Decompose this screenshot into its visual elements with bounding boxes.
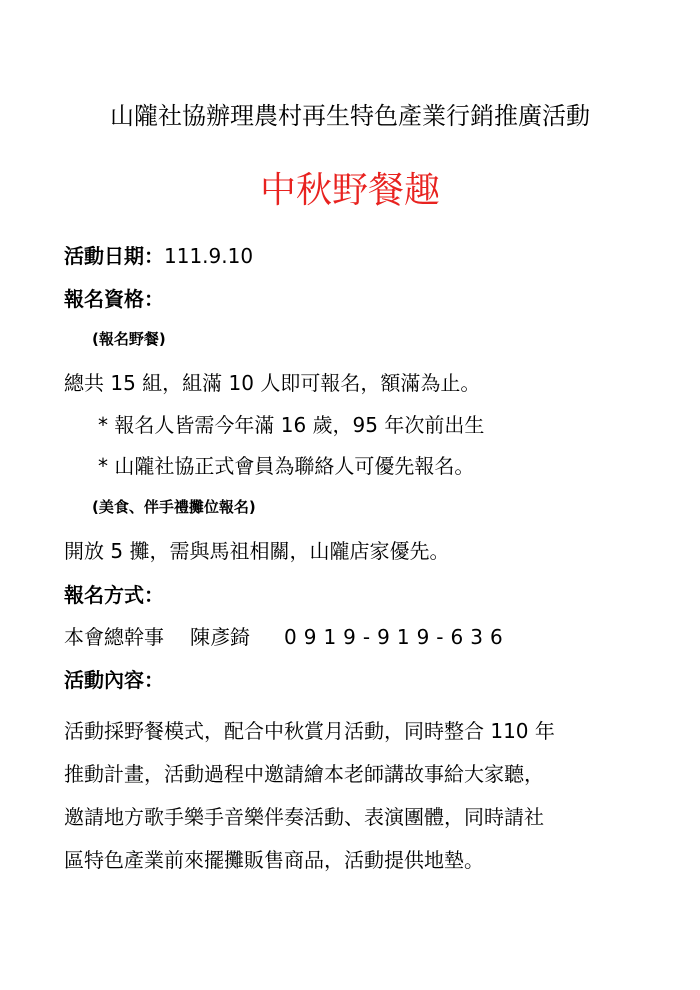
picnic-quota: 總共 15 組，組滿 10 人即可報名，額滿為止。 [64, 371, 481, 395]
picnic-age-note: * 報名人皆需今年滿 16 歲，95 年次前出生 [98, 413, 485, 437]
header-title: 山隴社協辦理農村再生特色產業行銷推廣活動 [110, 102, 590, 130]
content-line: 活動採野餐模式，配合中秋賞月活動，同時整合 110 年 [64, 719, 555, 743]
contact-phone: 0919-919-636 [284, 625, 510, 649]
contact-role: 本會總幹事 [64, 625, 164, 649]
picnic-heading: (報名野餐) [92, 330, 166, 348]
event-title: 中秋野餐趣 [259, 170, 440, 211]
eligibility-label: 報名資格： [64, 287, 164, 311]
event-date-value: 111.9.10 [164, 244, 254, 268]
event-date-label: 活動日期： [64, 244, 164, 268]
stall-heading: (美食、伴手禮攤位報名) [92, 498, 256, 516]
stall-quota: 開放 5 攤，需與馬祖相關，山隴店家優先。 [64, 539, 450, 563]
content-line: 推動計畫，活動過程中邀請繪本老師講故事給大家聽， [64, 762, 544, 786]
content-line: 區特色產業前來擺攤販售商品，活動提供地墊。 [64, 848, 484, 872]
picnic-member-note: * 山隴社協正式會員為聯絡人可優先報名。 [98, 454, 475, 478]
contact-name: 陳彥錡 [190, 625, 250, 649]
registration-label: 報名方式： [64, 583, 164, 607]
content-line: 邀請地方歌手樂手音樂伴奏活動、表演團體，同時請社 [64, 805, 544, 829]
registration-contact [64, 627, 510, 647]
event-date-row [64, 246, 253, 266]
content-label: 活動內容： [64, 668, 164, 692]
